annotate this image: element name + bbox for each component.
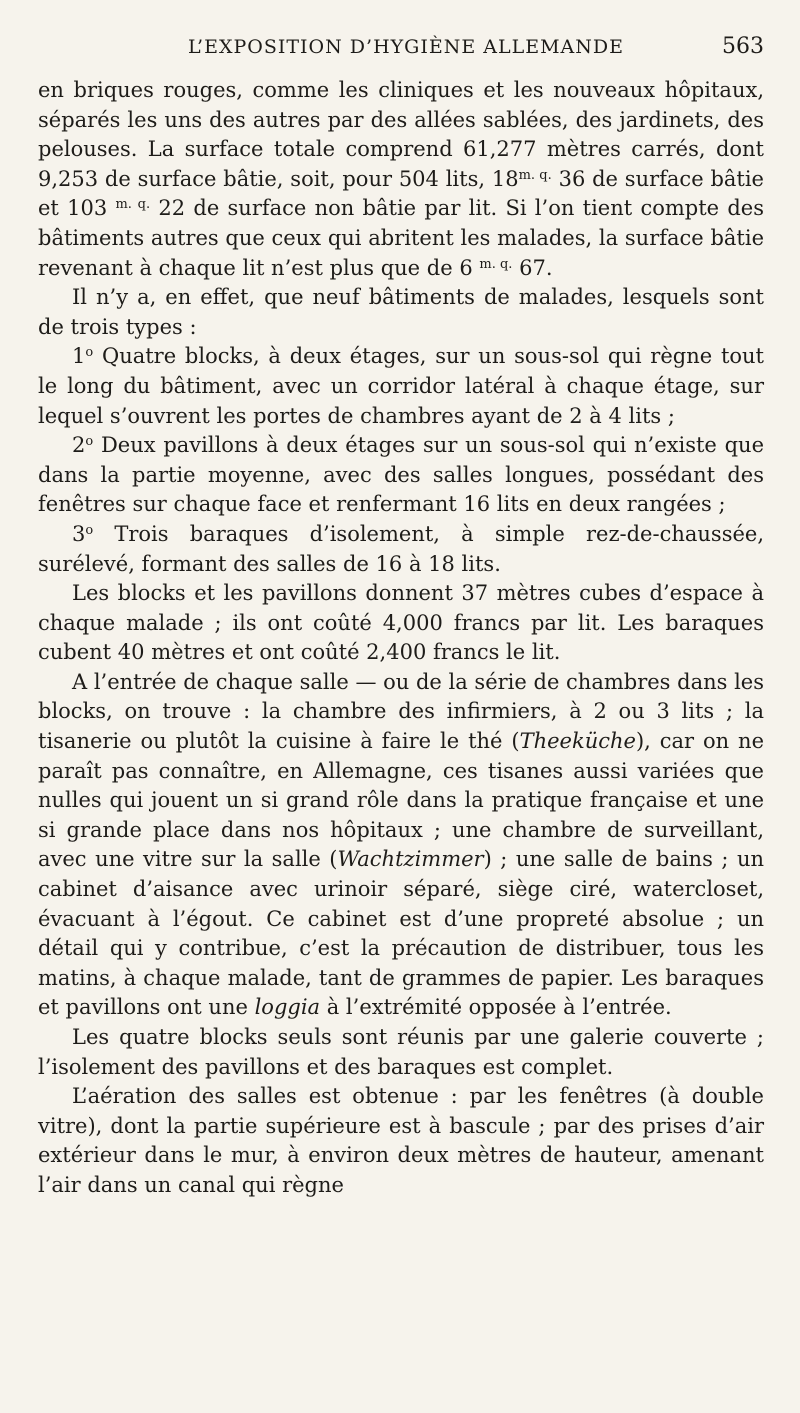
paragraph-surface: en briques rouges, comme les cliniques et les nouveaux hôpitaux, séparés les uns des autres par des allées sablées, des jardinets, des pelouses. La surface totale comprend 61,277 mètres carrés, dont 9,253 de surface bâtie, soit, pour 504 lits, $18^{m. q.}$ 36 de surface bâtie et 103 $^{m. q.}$ 22 de surface non bâtie par lit. Si l’on tient compte des bâtiments autres que ceux qui abritent les malades, la surface bâtie revenant à chaque lit n’est plus que de 6 $^{m. q.}$ 67. xyxy=(38,78,764,280)
list-item: 1$^o$ Quatre blocks, à deux étages, sur un sous-sol qui règne tout le long du bâtiment, avec un corridor latéral à chaque étage, sur lequel s’ouvrent les portes de chambres ayant de 2 à 4 lits ; xyxy=(38,344,764,428)
paragraph-building-types: Il n’y a, en effet, que neuf bâtiments de malades, lesquels sont de trois types : xyxy=(38,285,764,339)
list-item: 2$^o$ Deux pavillons à deux étages sur un sous-sol qui n’existe que dans la partie moyenne, avec des salles longues, possédant des fenêtres sur chaque face et renfermant 16 lits en deux rangées ; xyxy=(38,433,764,517)
paragraph-rooms: A l’entrée de chaque salle — ou de la série de chambres dans les blocks, on trouve : la chambre des infirmiers, à 2 ou 3 lits ; la tisanerie ou plutôt la cuisine à faire le thé (Theeküche), car on ne paraît pas connaître, en Allemagne, ces tisanes aussi variées que nulles qui jouent un si grand rôle dans la pratique française et une si grande place dans nos hôpitaux ; une chambre de surveillant, avec une vitre sur la salle (Wachtzimmer) ; une salle de bains ; un cabinet d’aisance avec urinoir séparé, siège ciré, watercloset, évacuant à l’égout. Ce cabinet est d’une propreté absolue ; un détail qui y contribue, c’est la précaution de distribuer, tous les matins, à chaque malade, tant de grammes de papier. Les baraques et pavillons ont une loggia à l’extrémité opposée à l’entrée. xyxy=(38,669,764,1020)
list-item: 3$^o$ Trois baraques d’isolement, à simple rez-de-chaussée, surélevé, formant des salles de 16 à 18 lits. xyxy=(38,521,764,576)
paragraph-ventilation: L’aération des salles est obtenue : par les fenêtres (à double vitre), dont la partie supérieure est à bascule ; par des prises d’air extérieur dans le mur, à environ deux mètres de hauteur, amenant l’air dans un canal qui règne xyxy=(38,1084,764,1197)
running-title: L’EXPOSITION D’HYGIÈNE ALLEMANDE xyxy=(188,36,625,58)
page-number: 563 xyxy=(722,34,764,59)
paragraph-gallery: Les quatre blocks seuls sont réunis par une galerie couverte ; l’isolement des pavillons et des baraques est complet. xyxy=(38,1025,764,1079)
paragraph-volumes: Les blocks et les pavillons donnent 37 mètres cubes d’espace à chaque malade ; ils ont coûté 4,000 francs par lit. Les baraques cubent 40 mètres et ont coûté 2,400 francs le lit. xyxy=(38,581,764,665)
page-header xyxy=(38,36,764,76)
body-text xyxy=(38,76,764,1201)
